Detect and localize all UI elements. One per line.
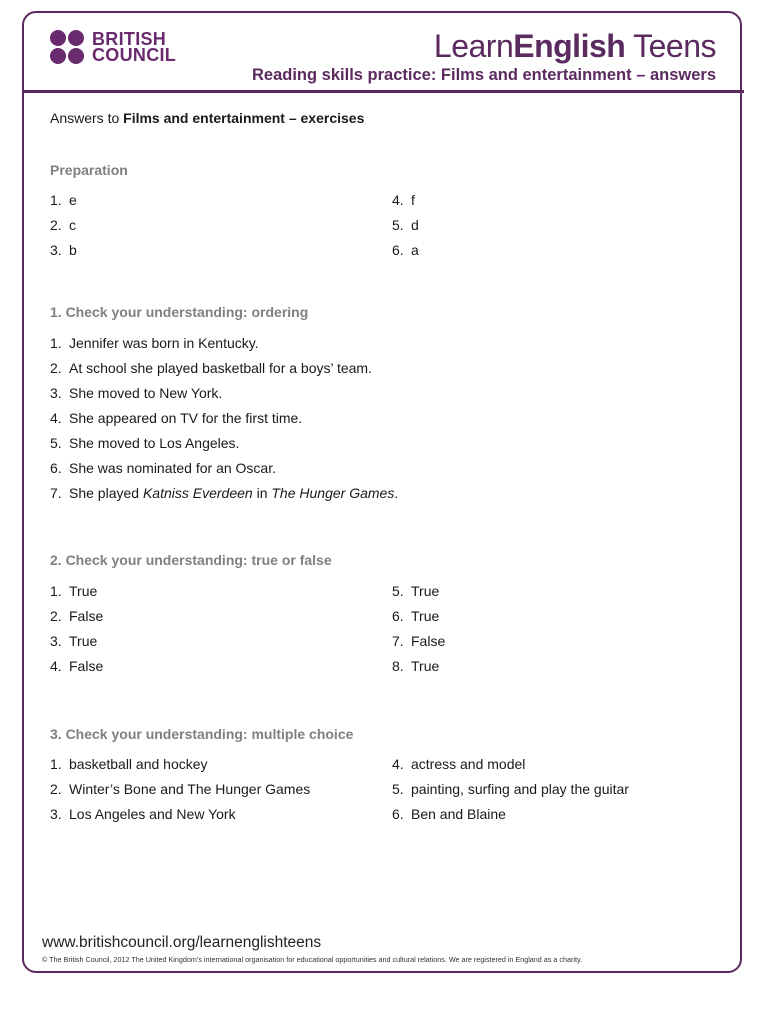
item-text-italic2: The Hunger Games — [271, 485, 395, 501]
item-number: 3. — [50, 806, 62, 822]
list-item — [392, 607, 445, 632]
list-item — [392, 241, 419, 266]
truefalse-left-list — [50, 582, 103, 682]
truefalse-right-list — [392, 582, 445, 682]
logo-line1: BRITISH — [92, 29, 167, 49]
intro-line — [50, 110, 364, 126]
item-number: 5. — [392, 583, 404, 599]
item-text: At school she played basketball for a boys’ team. — [69, 360, 372, 376]
item-text: True — [411, 583, 440, 599]
item-text: She moved to New York. — [69, 385, 223, 401]
list-item — [50, 359, 372, 384]
item-text: painting, surfing and play the guitar — [411, 781, 629, 797]
item-number: 4. — [50, 658, 62, 674]
list-item — [392, 216, 419, 241]
brand-teens: Teens — [625, 28, 716, 64]
item-text: False — [69, 658, 104, 674]
item-number: 2. — [50, 608, 62, 624]
list-item — [50, 805, 310, 830]
item-text-post: . — [394, 485, 399, 501]
list-item — [392, 632, 445, 657]
footer-url: www.britishcouncil.org/learnenglishteens — [42, 934, 322, 951]
item-number: 2. — [50, 217, 62, 233]
item-number: 8. — [392, 658, 404, 674]
header-divider — [22, 90, 744, 93]
item-number: 6. — [392, 806, 404, 822]
item-text: False — [69, 608, 104, 624]
list-item — [392, 755, 629, 780]
item-number: 2. — [50, 781, 62, 797]
item-text-pre: She played — [69, 485, 143, 501]
preparation-right-list — [392, 191, 419, 266]
item-number: 1. — [50, 335, 62, 351]
item-text: f — [411, 192, 415, 208]
item-number: 1. — [50, 583, 62, 599]
item-text: She moved to Los Angeles. — [69, 435, 240, 451]
item-text: basketball and hockey — [69, 756, 208, 772]
brand-english: English — [513, 28, 626, 64]
item-text: True — [411, 658, 440, 674]
item-text: e — [69, 192, 77, 208]
intro-prefix: Answers to — [50, 110, 124, 126]
list-item — [50, 657, 103, 682]
list-item — [50, 484, 398, 509]
page-subtitle: Reading skills practice: Films and entertainment – answers — [252, 66, 716, 84]
british-council-logo — [50, 30, 176, 64]
list-item — [50, 409, 372, 434]
item-text: d — [411, 217, 419, 233]
brand-learn: Learn — [433, 28, 514, 64]
item-number: 1. — [50, 192, 62, 208]
truefalse-heading: 2. Check your understanding: true or false — [50, 552, 332, 568]
list-item — [50, 216, 77, 241]
ordering-list — [50, 334, 372, 484]
list-item — [50, 334, 372, 359]
item-text: She appeared on TV for the first time. — [69, 410, 303, 426]
item-text-mid: in — [252, 485, 272, 501]
item-number: 6. — [392, 242, 404, 258]
intro-title: Films and entertainment – exercises — [123, 110, 365, 126]
item-number: 3. — [50, 633, 62, 649]
item-number: 5. — [392, 217, 404, 233]
multiple-left-list — [50, 755, 310, 830]
list-item — [50, 241, 77, 266]
list-item — [50, 459, 372, 484]
ordering-item-7 — [50, 484, 398, 509]
item-number: 3. — [50, 385, 62, 401]
item-text: True — [69, 633, 98, 649]
item-text: actress and model — [411, 756, 526, 772]
item-number: 5. — [392, 781, 404, 797]
item-number: 4. — [392, 756, 404, 772]
item-text: True — [411, 608, 440, 624]
multiple-right-list — [392, 755, 629, 830]
item-text: b — [69, 242, 77, 258]
item-text-italic1: Katniss Everdeen — [142, 485, 253, 501]
list-item — [392, 191, 419, 216]
item-number: 7. — [392, 633, 404, 649]
learnenglish-teens-brand — [434, 28, 716, 65]
preparation-heading: Preparation — [50, 162, 128, 178]
item-text: Los Angeles and New York — [69, 806, 236, 822]
logo-dots-icon — [50, 30, 84, 64]
list-item — [50, 780, 310, 805]
item-number: 4. — [392, 192, 404, 208]
item-number: 5. — [50, 435, 62, 451]
footer-copyright: © The British Council, 2012 The United Kingdom’s international organisation for educational opportunities and cultural relations. We are registered in England as a charity. — [42, 955, 583, 964]
item-number: 6. — [392, 608, 404, 624]
item-text: Winter’s Bone and The Hunger Games — [69, 781, 311, 797]
item-text: False — [411, 633, 446, 649]
list-item — [50, 191, 77, 216]
list-item — [392, 657, 445, 682]
item-text: Ben and Blaine — [411, 806, 506, 822]
item-text: True — [69, 583, 98, 599]
item-number: 3. — [50, 242, 62, 258]
item-text: a — [411, 242, 419, 258]
item-number: 6. — [50, 460, 62, 476]
list-item — [50, 607, 103, 632]
item-number: 7. — [50, 485, 62, 501]
list-item — [50, 755, 310, 780]
ordering-heading: 1. Check your understanding: ordering — [50, 304, 309, 320]
multiple-heading: 3. Check your understanding: multiple choice — [50, 726, 354, 742]
item-number: 2. — [50, 360, 62, 376]
item-text: c — [69, 217, 76, 233]
list-item — [392, 805, 629, 830]
item-number: 4. — [50, 410, 62, 426]
list-item — [50, 384, 372, 409]
list-item — [50, 632, 103, 657]
list-item — [392, 780, 629, 805]
logo-line2: COUNCIL — [92, 45, 177, 65]
list-item — [50, 434, 372, 459]
item-text: She was nominated for an Oscar. — [69, 460, 276, 476]
list-item — [392, 582, 445, 607]
item-text: Jennifer was born in Kentucky. — [69, 335, 259, 351]
preparation-left-list — [50, 191, 77, 266]
item-number: 1. — [50, 756, 62, 772]
list-item — [50, 582, 103, 607]
